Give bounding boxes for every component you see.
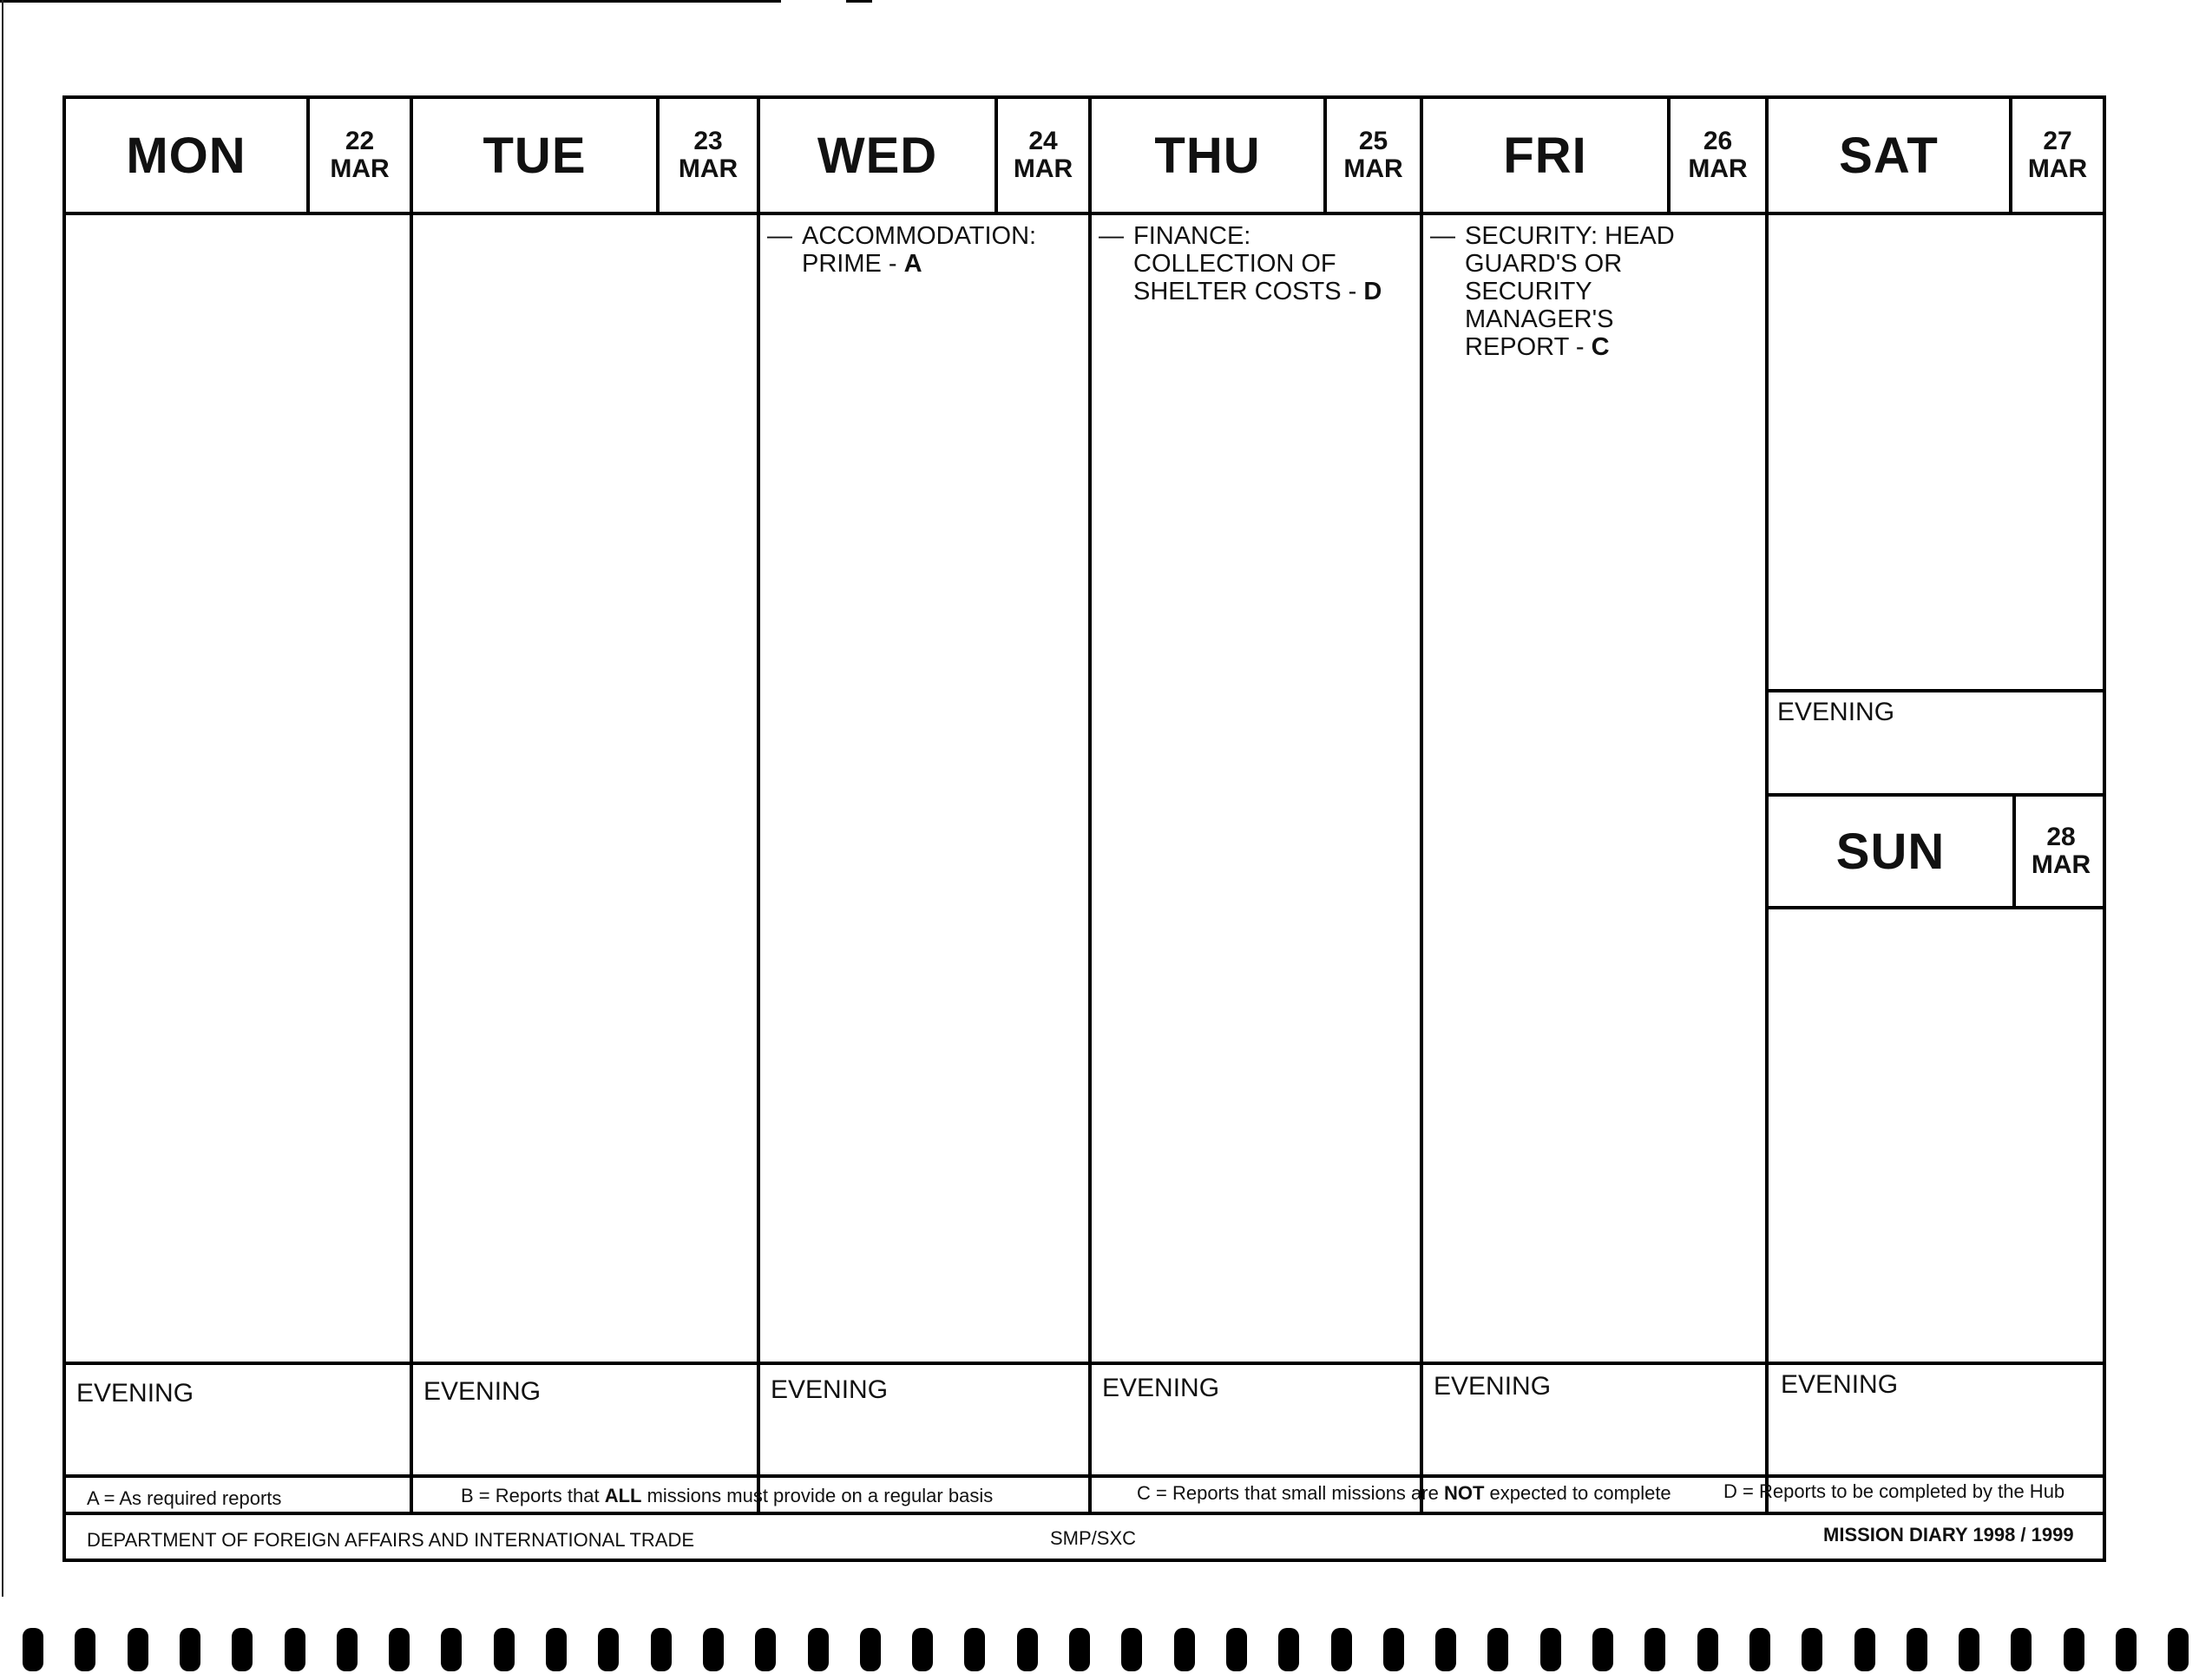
binding-hole [1697,1628,1718,1671]
binding-hole [1592,1628,1613,1671]
date-wed [998,99,1088,212]
entry-wed [767,222,1036,278]
binding-hole [1487,1628,1508,1671]
date-day-fri: 26 [1703,127,1733,155]
entry-text-thu [1133,222,1382,305]
binding-hole [1278,1628,1299,1671]
header-divider [66,212,1765,215]
legend-c-bold: NOT [1443,1482,1485,1504]
day-name-sun: SUN [1835,823,1946,880]
binding-hole [285,1628,305,1671]
col-divider-tue-wed [757,99,760,1512]
evening-label-thu: EVENING [1102,1374,1220,1402]
binding-hole [1226,1628,1247,1671]
date-month-sat: MAR [2027,154,2088,183]
binding-hole [2168,1628,2189,1671]
entry-text-fri [1465,222,1675,361]
evening-label-wed: EVENING [771,1375,889,1404]
binding-hole [1017,1628,1038,1671]
date-thu [1327,99,1420,212]
col-divider-mon-tue [410,99,413,1512]
date-day-mon: 22 [345,127,375,155]
date-month-fri: MAR [1688,154,1748,183]
evening-label-fri: EVENING [1434,1372,1552,1401]
scan-top-line-right [846,0,872,3]
legend-b-pre: B = Reports that [461,1485,605,1506]
entry-thu [1099,222,1382,305]
date-month-tue: MAR [678,154,738,183]
date-day-wed: 24 [1028,127,1058,155]
evening-label-sat: EVENING [1777,698,1895,726]
legend-c-post: expected to complete [1484,1482,1671,1504]
date-sun [2016,797,2106,906]
legend-b [461,1485,993,1507]
legend-a: A = As required reports [87,1487,282,1509]
binding-hole [232,1628,253,1671]
binding-hole [964,1628,985,1671]
entry-code-fri: C [1591,333,1610,361]
evening-label-tue: EVENING [423,1377,542,1406]
legend-b-bold: ALL [604,1485,642,1506]
day-name-fri: FRI [1503,127,1587,184]
binding-hole [1540,1628,1561,1671]
binding-hole [1802,1628,1822,1671]
entry-code-thu: D [1363,278,1382,305]
binding-hole [860,1628,881,1671]
binding-hole [703,1628,724,1671]
footer-diary-title: MISSION DIARY 1998 / 1999 [1823,1524,2074,1545]
sun-header-bottom [1765,906,2106,909]
day-name-mon: MON [126,127,246,184]
entry-body-thu: FINANCE: COLLECTION OF SHELTER COSTS - [1133,222,1357,305]
binding-hole [128,1628,148,1671]
footer-code: SMP/SXC [1050,1527,1137,1549]
date-fri [1671,99,1765,212]
binding-hole [1854,1628,1875,1671]
entry-dash-fri: — [1430,222,1455,250]
legend-row-top [66,1474,2106,1478]
date-day-sun: 28 [2046,823,2076,851]
date-month-mon: MAR [330,154,390,183]
binding-hole [75,1628,95,1671]
entry-body-wed: ACCOMMODATION: PRIME - [802,222,1037,278]
day-name-sat: SAT [1839,127,1939,184]
entry-fri [1430,222,1675,361]
col-divider-thu-fri [1420,99,1423,1512]
date-day-sat: 27 [2043,127,2072,155]
date-mon [310,99,410,212]
binding-hole [1435,1628,1456,1671]
col-divider-wed-thu [1088,99,1092,1512]
binding-hole [2064,1628,2084,1671]
date-tue [660,99,757,212]
entry-dash-thu: — [1099,222,1124,250]
header-divider-sat [1765,212,2106,215]
sat-evening-top [1765,689,2106,692]
evening-label-mon: EVENING [76,1379,194,1408]
binding-hole [2116,1628,2137,1671]
footer-row-top [66,1512,2106,1515]
binding-hole [808,1628,829,1671]
binding-hole [494,1628,515,1671]
entry-dash-wed: — [767,222,792,250]
binding-hole [1749,1628,1770,1671]
binding-hole [651,1628,672,1671]
binding-hole [1959,1628,1979,1671]
binding-hole [546,1628,567,1671]
day-name-tue: TUE [482,127,587,184]
binding-hole [1121,1628,1142,1671]
date-day-thu: 25 [1358,127,1388,155]
binding-hole [389,1628,410,1671]
legend-c-pre: C = Reports that small missions are [1137,1482,1444,1504]
binding-hole [1383,1628,1404,1671]
date-month-wed: MAR [1013,154,1073,183]
binding-hole [441,1628,462,1671]
legend-c [1137,1482,1671,1505]
evening-row-top [66,1362,2106,1365]
binding-hole [23,1628,43,1671]
binding-hole [1174,1628,1195,1671]
binding-hole [912,1628,933,1671]
binding-hole [180,1628,200,1671]
date-month-sun: MAR [2031,850,2091,879]
binding-hole [1907,1628,1927,1671]
footer-department: DEPARTMENT OF FOREIGN AFFAIRS AND INTERNATIONAL TRADE [87,1529,695,1551]
page-left-edge [2,0,3,1597]
legend-b-post: missions must provide on a regular basis [641,1485,994,1506]
entry-text-wed [802,222,1036,278]
day-name-thu: THU [1154,127,1261,184]
binding-hole [598,1628,619,1671]
day-name-wed: WED [817,127,938,184]
binding-hole [1644,1628,1665,1671]
binding-hole [337,1628,358,1671]
entry-body-fri: SECURITY: HEAD GUARD'S OR SECURITY MANAGER'S REPORT - [1465,222,1675,361]
binding-hole [1331,1628,1352,1671]
entry-code-wed: A [903,250,922,278]
scan-top-line-left [0,0,781,3]
date-day-tue: 23 [693,127,723,155]
binding-hole [1069,1628,1090,1671]
date-sat [2012,99,2103,212]
binding-hole [2011,1628,2032,1671]
date-month-thu: MAR [1343,154,1403,183]
legend-d: D = Reports to be completed by the Hub [1723,1480,2065,1502]
binding-hole [755,1628,776,1671]
diary-page [62,95,2106,1562]
evening-label-sun: EVENING [1781,1370,1899,1399]
